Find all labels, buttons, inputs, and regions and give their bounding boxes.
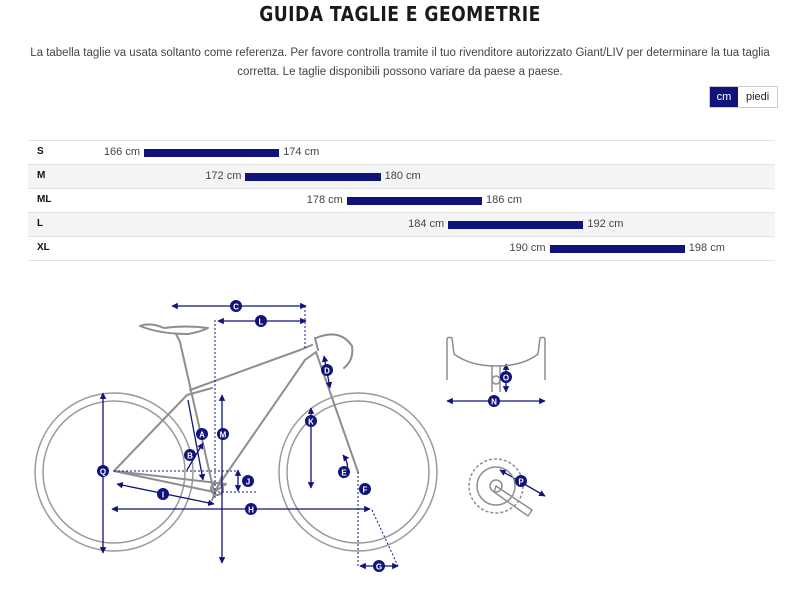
min-height-label: 166 cm: [103, 146, 140, 158]
label-P-badge: [515, 475, 527, 487]
label-B-badge: [184, 449, 196, 461]
label-H-badge: [245, 503, 257, 515]
label-E-badge: [338, 466, 350, 478]
label-H: H: [248, 505, 254, 515]
label-L-badge: [255, 315, 267, 327]
height-range-bar: [245, 173, 380, 181]
max-height-label: 180 cm: [384, 170, 421, 182]
unit-cm-button[interactable]: cm: [710, 87, 738, 107]
label-C: C: [233, 302, 239, 312]
guide-lines: [114, 306, 398, 566]
label-K-badge: [305, 415, 317, 427]
size-table: [28, 140, 775, 261]
label-F-badge: [359, 483, 371, 495]
height-range-bar: [144, 149, 279, 157]
intro-text: La tabella taglie va usata soltanto come referenza. Per favore controlla tramite il tuo rivenditore autorizzato Giant/LIV per determinare la tua taglia corretta. Le taglie disponibili possono variare da paese a paese.: [30, 47, 770, 78]
geometry-diagram: [0, 280, 800, 590]
label-P: P: [518, 477, 524, 487]
label-O-badge: [500, 371, 512, 383]
crankset-diagram: [469, 459, 532, 516]
unit-feet-button[interactable]: piedi: [738, 87, 777, 107]
label-K: K: [308, 417, 314, 427]
label-J: J: [245, 477, 251, 487]
size-row: [28, 236, 775, 261]
size-name: M: [37, 170, 46, 181]
label-C-badge: [230, 300, 242, 312]
height-range-bar: [347, 197, 482, 205]
size-row: [28, 188, 775, 212]
label-Q-badge: [97, 465, 109, 477]
height-range-bar: [550, 245, 685, 253]
measurement-lines: [103, 306, 545, 566]
label-M: M: [219, 430, 227, 440]
max-height-label: 174 cm: [283, 146, 320, 158]
size-name: XL: [37, 242, 50, 253]
label-M-badge: [217, 428, 229, 440]
label-D-badge: [321, 364, 333, 376]
size-name: L: [37, 218, 44, 229]
label-N: N: [491, 397, 497, 407]
label-E: E: [341, 468, 347, 478]
size-row: [28, 212, 775, 236]
label-A-badge: [196, 428, 208, 440]
label-F: F: [362, 485, 368, 495]
label-D: D: [324, 366, 330, 376]
label-L: L: [258, 317, 264, 327]
label-O: O: [502, 373, 510, 383]
bike-frame: [114, 324, 358, 500]
label-A: A: [199, 430, 205, 440]
label-Q: Q: [99, 467, 107, 477]
label-N-badge: [488, 395, 500, 407]
min-height-label: 184 cm: [408, 218, 445, 230]
page-title: GUIDA TAGLIE E GEOMETRIE: [259, 2, 541, 26]
handlebar-diagram: [447, 337, 545, 392]
size-name: ML: [37, 194, 52, 205]
unit-toggle[interactable]: [709, 86, 778, 108]
label-I: I: [161, 490, 165, 500]
size-row: [28, 164, 775, 188]
max-height-label: 186 cm: [486, 194, 523, 206]
size-row: [28, 140, 775, 164]
min-height-label: 190 cm: [509, 242, 546, 254]
label-G-badge: [373, 560, 385, 572]
label-B: B: [187, 451, 193, 461]
size-name: S: [37, 146, 44, 157]
min-height-label: 172 cm: [205, 170, 242, 182]
max-height-label: 192 cm: [587, 218, 624, 230]
label-I-badge: [157, 488, 169, 500]
label-G: G: [375, 562, 383, 572]
height-range-bar: [448, 221, 583, 229]
min-height-label: 178 cm: [306, 194, 343, 206]
label-J-badge: [242, 475, 254, 487]
max-height-label: 198 cm: [688, 242, 725, 254]
